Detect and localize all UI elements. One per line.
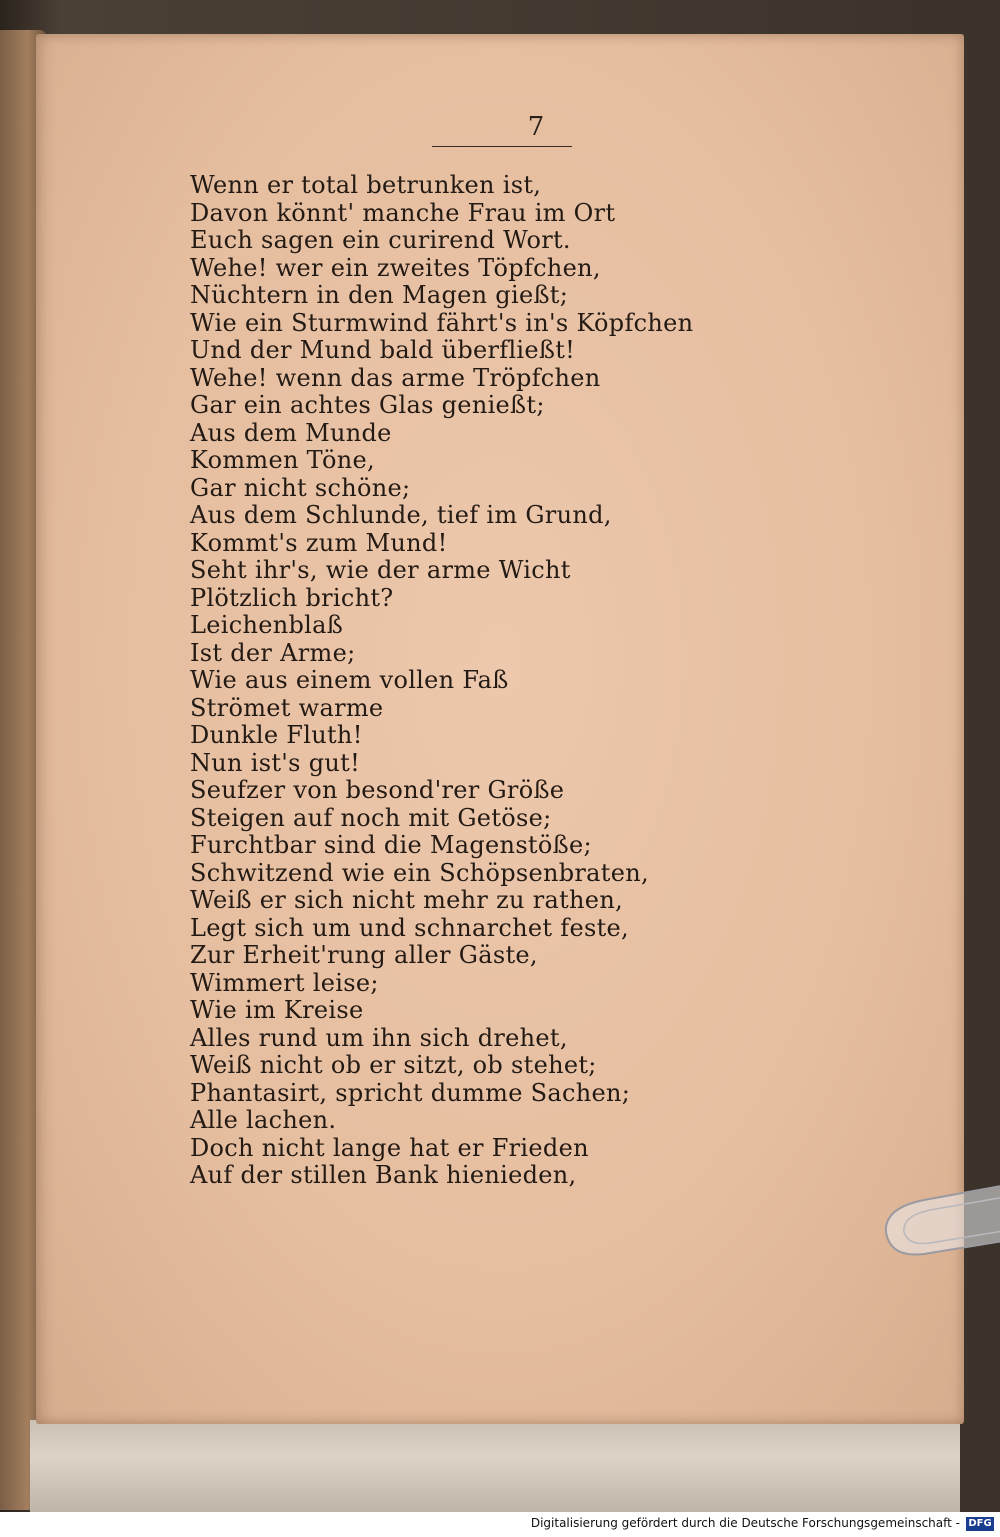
- poem-line: Wie aus einem vollen Faß: [190, 666, 509, 694]
- poem-line: Wehe! wenn das arme Tröpfchen: [190, 363, 601, 392]
- poem-line: Wie im Kreise: [190, 996, 364, 1024]
- poem-line: Dunkle Fluth!: [190, 721, 363, 749]
- poem-line: Nun ist's gut!: [190, 748, 361, 777]
- poem-line: Alles rund um ihn sich drehet,: [190, 1023, 568, 1052]
- poem-line: Aus dem Schlunde, tief im Grund,: [190, 501, 612, 529]
- poem-line: Euch sagen ein curirend Wort.: [190, 226, 571, 254]
- poem-line: Wehe! wer ein zweites Töpfchen,: [190, 253, 601, 282]
- poem-line: Strömet warme: [190, 693, 384, 722]
- poem-line: Steigen auf noch mit Getöse;: [190, 803, 552, 832]
- book-page: [36, 34, 964, 1424]
- poem-line: Wimmert leise;: [190, 968, 379, 997]
- poem-line: Gar nicht schöne;: [190, 473, 411, 502]
- poem-line: Kommen Töne,: [190, 446, 375, 474]
- page-number: 7: [527, 112, 545, 142]
- poem-line: Auf der stillen Bank hienieden,: [190, 1161, 577, 1189]
- footer-bar: [0, 1512, 1000, 1537]
- poem-line: Seht ihr's, wie der arme Wicht: [190, 556, 571, 584]
- poem-line: Alle lachen.: [190, 1106, 337, 1134]
- poem-line: Davon könnt' manche Frau im Ort: [190, 198, 616, 227]
- poem-text: [190, 172, 890, 1190]
- poem-line: Leichenblaß: [190, 611, 344, 639]
- digitization-credit: Digitalisierung gefördert durch die Deutsche Forschungsgemeinschaft -: [530, 1516, 960, 1530]
- poem-line: Weiß er sich nicht mehr zu rathen,: [190, 886, 624, 914]
- dfg-logo: DFG: [966, 1517, 994, 1531]
- poem-line: Und der Mund bald überfließt!: [190, 336, 576, 364]
- poem-line: Phantasirt, spricht dumme Sachen;: [190, 1078, 631, 1107]
- poem-line: Aus dem Munde: [190, 418, 392, 447]
- poem-line: Doch nicht lange hat er Frieden: [190, 1133, 589, 1162]
- poem-line: Plötzlich bricht?: [190, 583, 394, 612]
- poem-line: Schwitzend wie ein Schöpsenbraten,: [190, 858, 649, 887]
- page-stack-edge: [30, 1420, 960, 1512]
- poem-line: Kommt's zum Mund!: [190, 528, 448, 557]
- poem-line: Seufzer von besond'rer Größe: [190, 776, 565, 804]
- poem-line: Nüchtern in den Magen gießt;: [190, 281, 569, 309]
- poem-line: Wenn er total betrunken ist,: [190, 171, 542, 199]
- poem-line: Ist der Arme;: [190, 638, 356, 667]
- poem-line: Weiß nicht ob er sitzt, ob stehet;: [190, 1051, 597, 1079]
- header-rule: [432, 146, 572, 147]
- poem-line: Gar ein achtes Glas genießt;: [190, 391, 545, 419]
- paper-clip-icon: [884, 1170, 1000, 1270]
- poem-line: Wie ein Sturmwind fährt's in's Köpfchen: [190, 308, 694, 337]
- poem-line: Legt sich um und schnarchet feste,: [190, 913, 629, 942]
- poem-line: Furchtbar sind die Magenstöße;: [190, 831, 592, 859]
- poem-line: Zur Erheit'rung aller Gäste,: [190, 941, 538, 969]
